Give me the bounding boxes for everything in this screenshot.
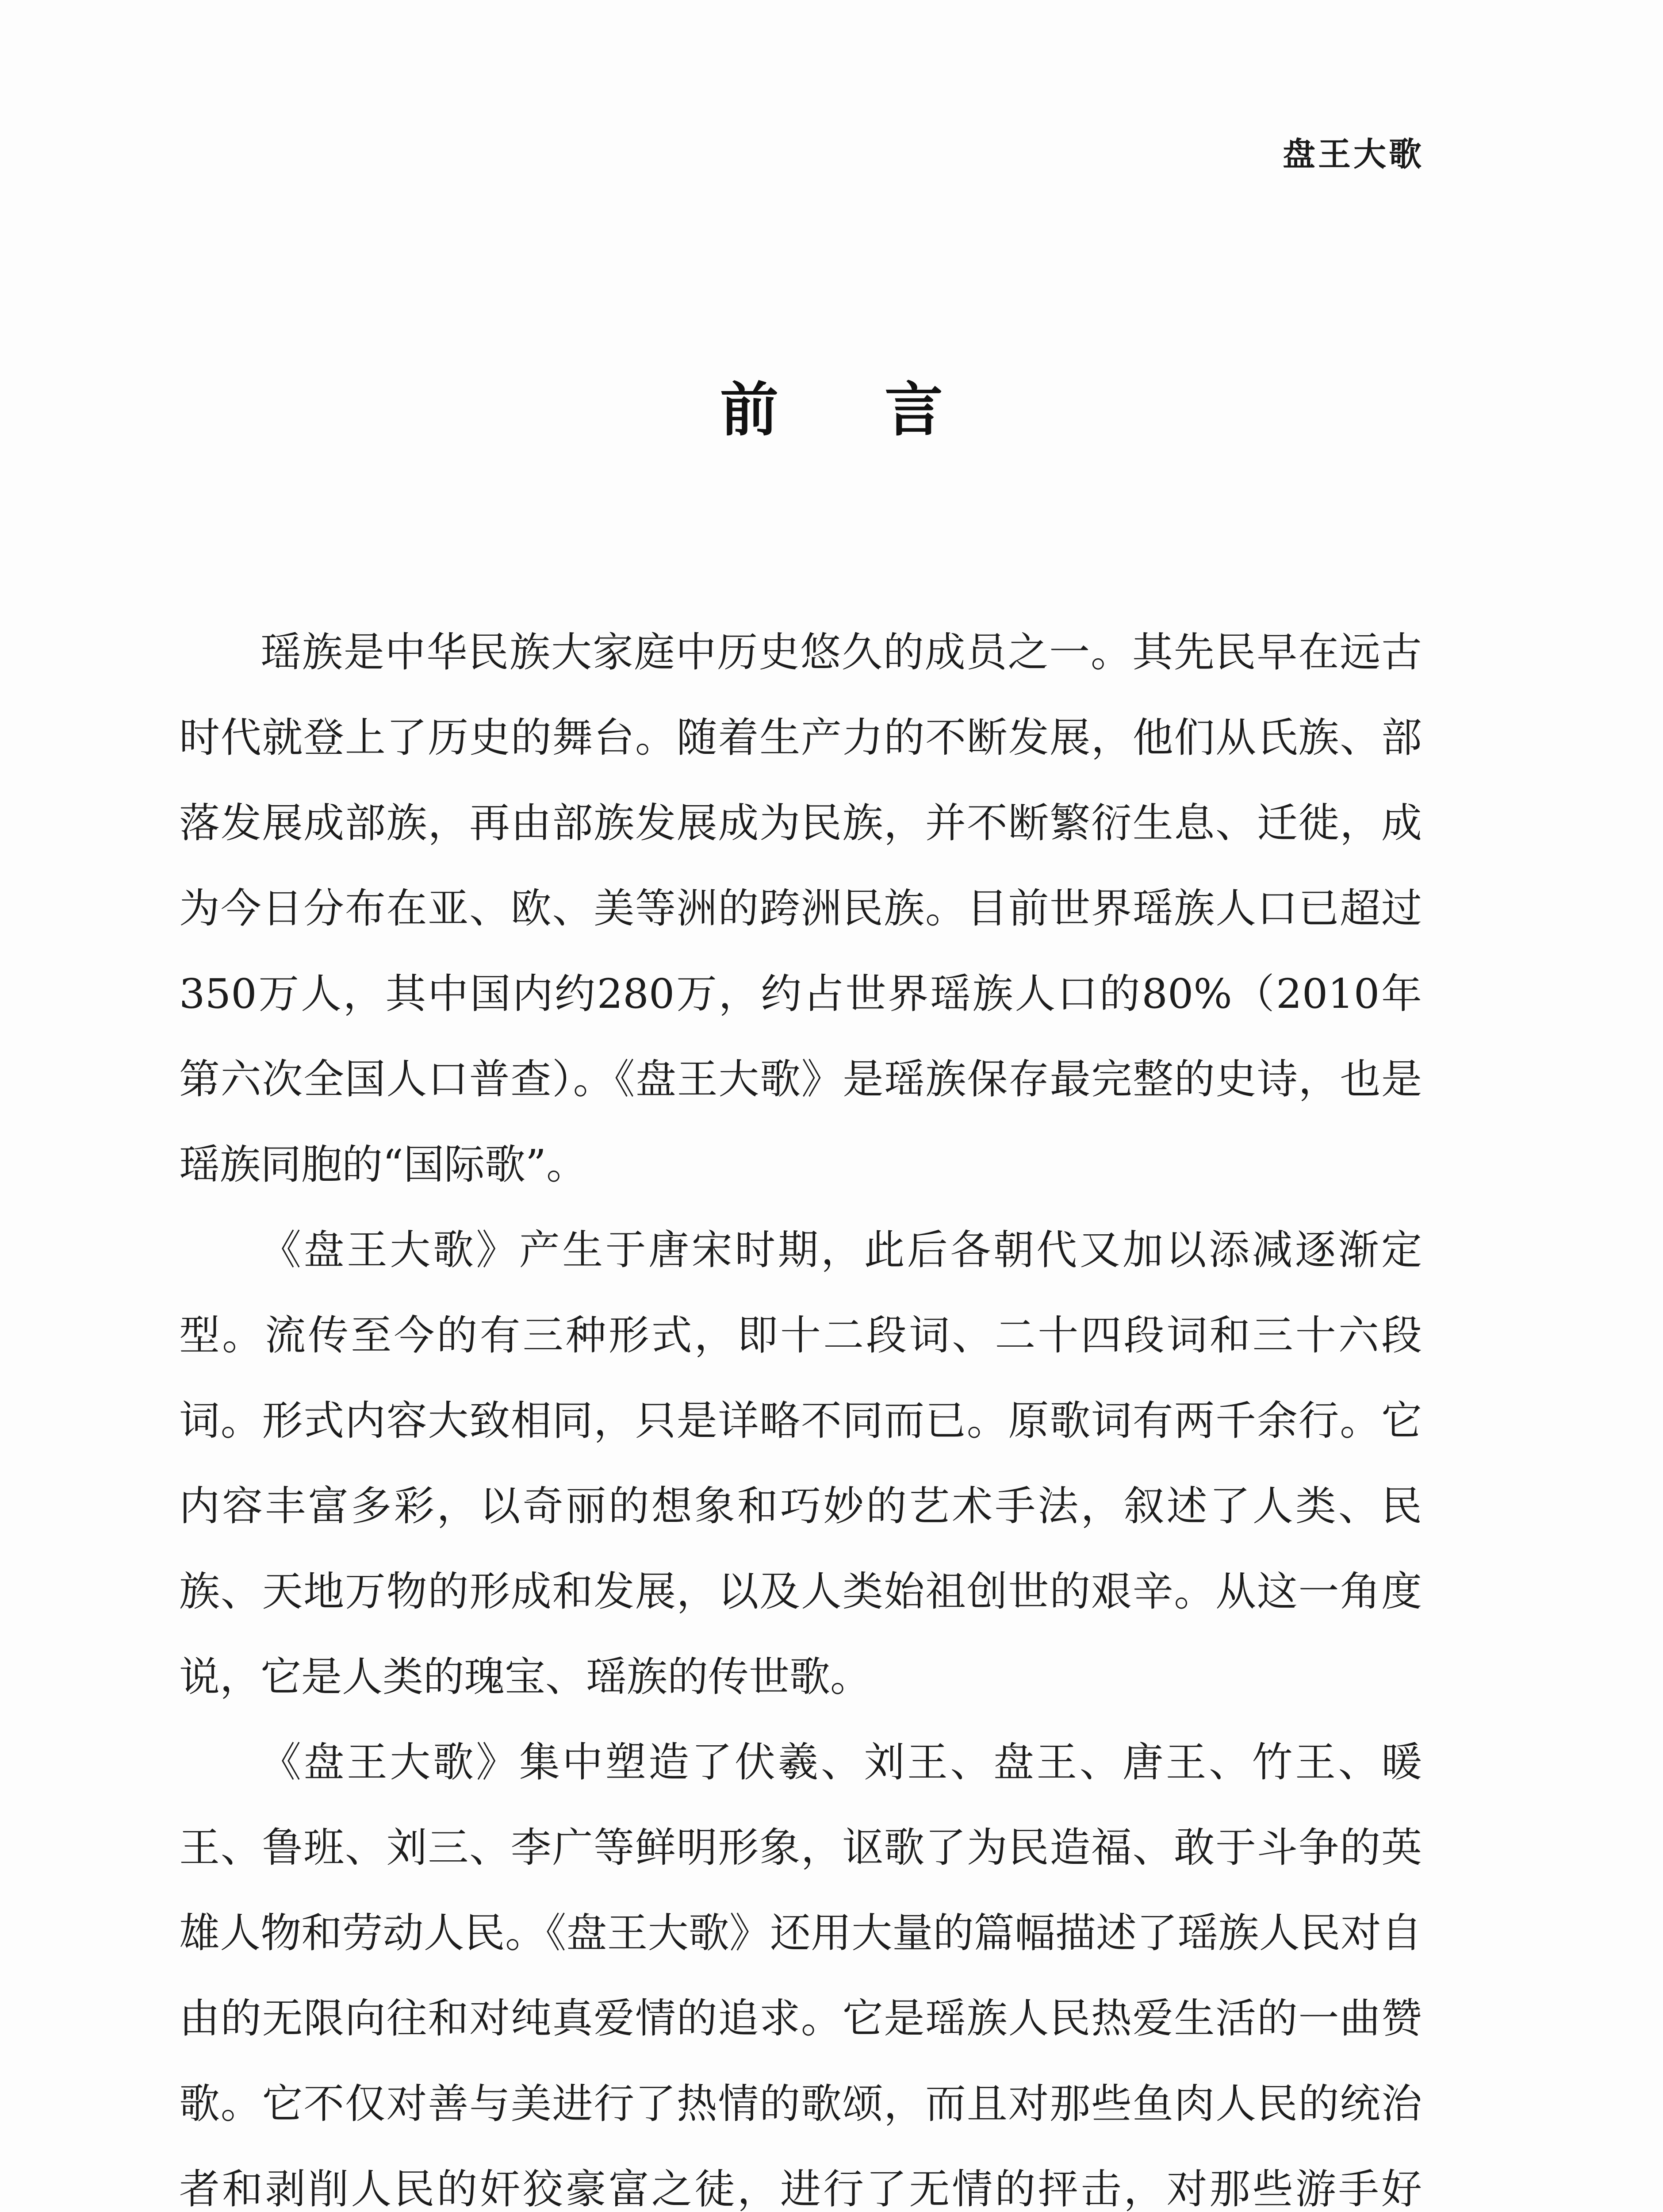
paragraph-3: 《盘王大歌》集中塑造了伏羲、刘王、盘王、唐王、竹王、暖王、鲁班、刘三、李广等鲜明形象，讴歌了为民造福、敢于斗争的英雄人物和劳动人民。《盘王大歌》还用大量的篇幅描述了瑶族人民对自由的无限向往和对纯真爱情的追求。它是瑶族人民热爱生活的一曲赞歌。它不仅对善与美进行了热情的歌颂，而且对那些鱼肉人民的统治者和剥削人民的奸狡豪富之徒，进行了无情的抨击，对那些游手好 [179,1739,1422,2212]
running-header: 盘王大歌 [1283,135,1424,173]
chapter-title [0,363,1663,447]
chapter-title-char-1: 前 [720,376,778,444]
paragraph-1: 瑶族是中华民族大家庭中历史悠久的成员之一。其先民早在远古时代就登上了历史的舞台。随着生产力的不断发展，他们从氏族、部落发展成部族，再由部族发展成为民族，并不断繁衍生息、迁徙，成为今日分布在亚、欧、美等洲的跨洲民族。目前世界瑶族人口已超过350万人，其中国内约280万，约占世界瑶族人口的80%（2010年第六次全国人口普查）。《盘王大歌》是瑶族保存最完整的史诗，也是瑶族同胞的“国际歌”。 [179,629,1422,1188]
chapter-title-char-2: 言 [885,376,943,444]
paragraph-2: 《盘王大歌》产生于唐宋时期，此后各朝代又加以添减逐渐定型。流传至今的有三种形式，即十二段词、二十四段词和三十六段词。形式内容大致相同，只是详略不同而已。原歌词有两千余行。它内容丰富多彩，以奇丽的想象和巧妙的艺术手法，叙述了人类、民族、天地万物的形成和发展，以及人类始祖创世的艰辛。从这一角度说，它是人类的瑰宝、瑶族的传世歌。 [179,1226,1422,1701]
body-text [179,610,1422,2212]
